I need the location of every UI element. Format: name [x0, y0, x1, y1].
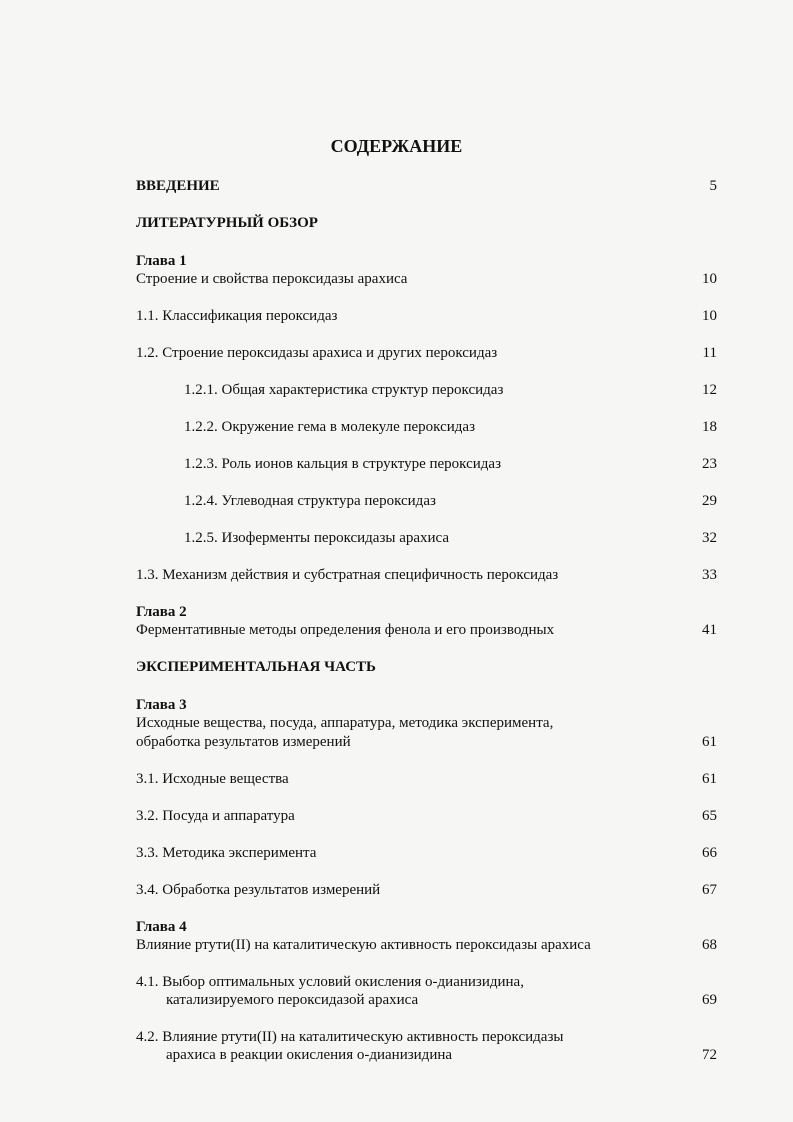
toc-page-3-3: 66 [702, 845, 717, 861]
toc-entry-4-1-line1: 4.1. Выбор оптимальных условий окисления о-дианизидина, [136, 974, 524, 990]
chapter-1-label: Глава 1 [136, 253, 187, 269]
toc-intro-label: ВВЕДЕНИЕ [136, 178, 220, 194]
page-title: СОДЕРЖАНИЕ [330, 136, 463, 156]
chapter-3-title-line1: Исходные вещества, посуда, аппаратура, методика эксперимента, [136, 715, 554, 731]
toc-entry-4-1-line2: катализируемого пероксидазой арахиса [166, 992, 419, 1008]
section-heading-experimental: ЭКСПЕРИМЕНТАЛЬНАЯ ЧАСТЬ [136, 659, 376, 675]
toc-page-3-4: 67 [702, 882, 717, 898]
toc-entry-1-2-1: 1.2.1. Общая характеристика структур пероксидаз [184, 382, 504, 398]
toc-entry-4-2-line1: 4.2. Влияние ртути(II) на каталитическую активность пероксидазы [136, 1029, 564, 1045]
toc-entry-1-2-4: 1.2.4. Углеводная структура пероксидаз [184, 493, 436, 509]
toc-entry-4-2-line2: арахиса в реакции окисления о-дианизидина [166, 1047, 453, 1063]
chapter-3-page: 61 [702, 734, 717, 750]
toc-entry-1-2-3: 1.2.3. Роль ионов кальция в структуре пероксидаз [184, 456, 501, 472]
chapter-4-title: Влияние ртути(II) на каталитическую активность пероксидазы арахиса [136, 937, 591, 953]
chapter-1-title: Строение и свойства пероксидазы арахиса [136, 271, 408, 287]
toc-entry-1-2: 1.2. Строение пероксидазы арахиса и других пероксидаз [136, 345, 498, 361]
chapter-2-label: Глава 2 [136, 604, 187, 620]
toc-page-1-1: 10 [702, 308, 717, 324]
toc-page-1-3: 33 [702, 567, 717, 583]
toc-entry-3-2: 3.2. Посуда и аппаратура [136, 808, 295, 824]
toc-page-1-2-4: 29 [702, 493, 717, 509]
toc-entry-3-4: 3.4. Обработка результатов измерений [136, 882, 381, 898]
toc-page-1-2-1: 12 [702, 382, 717, 398]
chapter-2-title: Ферментативные методы определения фенола и его производных [136, 622, 555, 638]
toc-entry-3-3: 3.3. Методика эксперимента [136, 845, 317, 861]
chapter-2-page: 41 [702, 622, 717, 638]
chapter-4-page: 68 [702, 937, 717, 953]
chapter-3-label: Глава 3 [136, 697, 187, 713]
toc-page-1-2-5: 32 [702, 530, 717, 546]
section-heading-literature: ЛИТЕРАТУРНЫЙ ОБЗОР [136, 215, 318, 231]
chapter-1-page: 10 [702, 271, 717, 287]
toc-page-3-1: 61 [702, 771, 717, 787]
toc-page-4-1: 69 [702, 992, 717, 1008]
toc-entry-1-3: 1.3. Механизм действия и субстратная специфичность пероксидаз [136, 567, 559, 583]
toc-entry-3-1: 3.1. Исходные вещества [136, 771, 289, 787]
toc-page-1-2-2: 18 [702, 419, 717, 435]
toc-page-4-2: 72 [702, 1047, 717, 1063]
toc-entry-1-2-5: 1.2.5. Изоферменты пероксидазы арахиса [184, 530, 450, 546]
chapter-3-title-line2: обработка результатов измерений [136, 734, 351, 750]
toc-entry-1-2-2: 1.2.2. Окружение гема в молекуле пероксидаз [184, 419, 475, 435]
toc-entry-1-1: 1.1. Классификация пероксидаз [136, 308, 338, 324]
toc-page-1-2: 11 [702, 345, 717, 361]
toc-page-1-2-3: 23 [702, 456, 717, 472]
toc-intro-page: 5 [709, 178, 717, 194]
chapter-4-label: Глава 4 [136, 919, 187, 935]
toc-page-3-2: 65 [702, 808, 717, 824]
